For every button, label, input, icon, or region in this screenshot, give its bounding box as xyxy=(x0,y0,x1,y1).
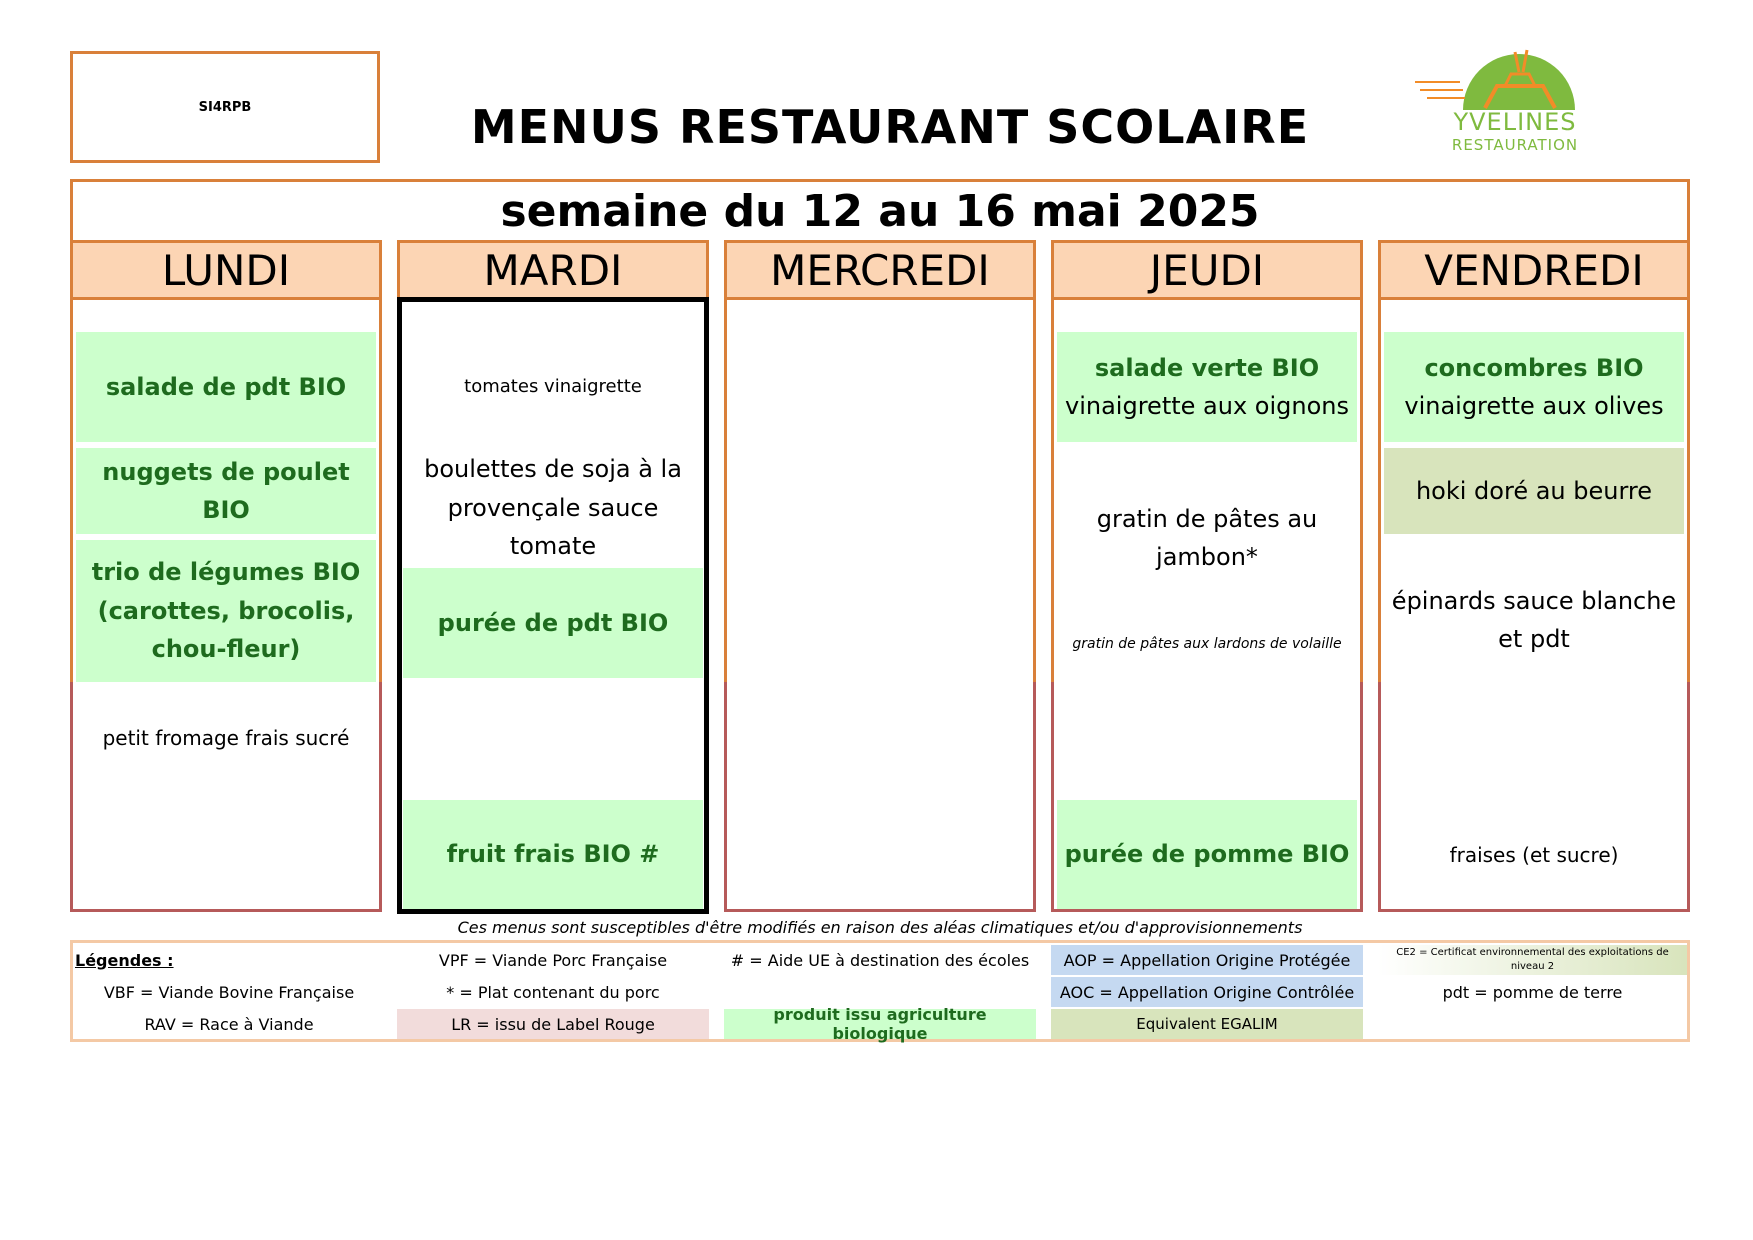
legend-hash: # = Aide UE à destination des écoles xyxy=(730,950,1030,970)
organization-name: SI4RPB xyxy=(198,99,252,115)
menu-item-mardi-dessert: fruit frais BIO # xyxy=(403,800,703,909)
legend-egalim: Equivalent EGALIM xyxy=(1051,1009,1363,1039)
legend-aoc: AOC = Appellation Origine Contrôlée xyxy=(1051,977,1363,1007)
menu-item-jeudi-starter-line2: vinaigrette aux oignons xyxy=(1065,392,1349,420)
menu-item-mardi-side: purée de pdt BIO xyxy=(403,568,703,678)
legend-vbf: VBF = Viande Bovine Française xyxy=(103,982,355,1002)
logo-text-yvelines: YVELINES xyxy=(1453,108,1577,136)
column-lower-frame xyxy=(724,682,1036,912)
legend-rav: RAV = Race à Viande xyxy=(144,1014,314,1034)
day-header-mercredi: MERCREDI xyxy=(724,240,1036,300)
logo-text-restauration: RESTAURATION xyxy=(1451,136,1579,154)
legend-star: * = Plat contenant du porc xyxy=(446,982,660,1002)
menu-item-vendredi-starter-line1: concombres BIO xyxy=(1424,353,1644,382)
day-column-vendredi xyxy=(1378,240,1690,912)
legend-ce2: CE2 = Certificat environnemental des exploitations de niveau 2 xyxy=(1378,945,1687,975)
menu-item-jeudi-dessert: purée de pomme BIO xyxy=(1057,800,1357,909)
day-column-mardi xyxy=(397,240,709,912)
menu-item-vendredi-starter-line2: vinaigrette aux olives xyxy=(1404,392,1664,420)
legend-aop: AOP = Appellation Origine Protégée xyxy=(1051,945,1363,975)
menu-item-vendredi-dessert: fraises (et sucre) xyxy=(1449,842,1619,867)
menu-item-lundi-starter: salade de pdt BIO xyxy=(76,332,376,442)
menu-item-jeudi-main: gratin de pâtes au jambon* xyxy=(1096,504,1318,571)
day-header-jeudi: JEUDI xyxy=(1051,240,1363,300)
yvelines-restauration-logo xyxy=(1415,42,1615,158)
menu-item-jeudi-starter-line1: salade verte BIO xyxy=(1094,353,1320,382)
legend-box xyxy=(70,940,1690,1042)
legend-vpf: VPF = Viande Porc Française xyxy=(438,950,668,970)
day-header-lundi: LUNDI xyxy=(70,240,382,300)
organization-box xyxy=(70,51,380,163)
menu-item-lundi-side: trio de légumes BIO (carottes, brocolis, chou-fleur) xyxy=(76,540,376,682)
legend-pdt: pdt = pomme de terre xyxy=(1442,982,1623,1002)
day-header-mardi: MARDI xyxy=(397,240,709,300)
week-label: semaine du 12 au 16 mai 2025 xyxy=(500,186,1260,237)
legend-title: Légendes : xyxy=(75,950,174,970)
menu-item-mardi-starter: tomates vinaigrette xyxy=(464,375,642,397)
menu-item-jeudi-alternative: gratin de pâtes aux lardons de volaille xyxy=(1072,635,1342,652)
legend-bio: produit issu agriculture biologique xyxy=(724,1009,1036,1039)
menu-item-vendredi-starter xyxy=(1384,332,1684,442)
day-column-mercredi xyxy=(724,240,1036,912)
menu-item-mardi-main: boulettes de soja à la provençale sauce tomate xyxy=(424,455,682,561)
page-title: MENUS RESTAURANT SCOLAIRE xyxy=(470,100,1310,154)
disclaimer-note: Ces menus sont susceptibles d'être modifiés en raison des aléas climatiques et/ou d'approvisionnements xyxy=(457,917,1303,937)
day-column-lundi xyxy=(70,240,382,912)
logo-sun-icon xyxy=(1415,42,1615,112)
menu-item-vendredi-side: épinards sauce blanche et pdt xyxy=(1391,586,1677,653)
menu-item-lundi-dairy: petit fromage frais sucré xyxy=(102,726,350,750)
menu-item-lundi-main: nuggets de poulet BIO xyxy=(76,448,376,534)
menu-item-vendredi-main: hoki doré au beurre xyxy=(1384,448,1684,534)
day-column-jeudi xyxy=(1051,240,1363,912)
menu-item-jeudi-starter xyxy=(1057,332,1357,442)
week-title xyxy=(70,179,1690,241)
legend-label-rouge: LR = issu de Label Rouge xyxy=(397,1009,709,1039)
day-header-vendredi: VENDREDI xyxy=(1378,240,1690,300)
